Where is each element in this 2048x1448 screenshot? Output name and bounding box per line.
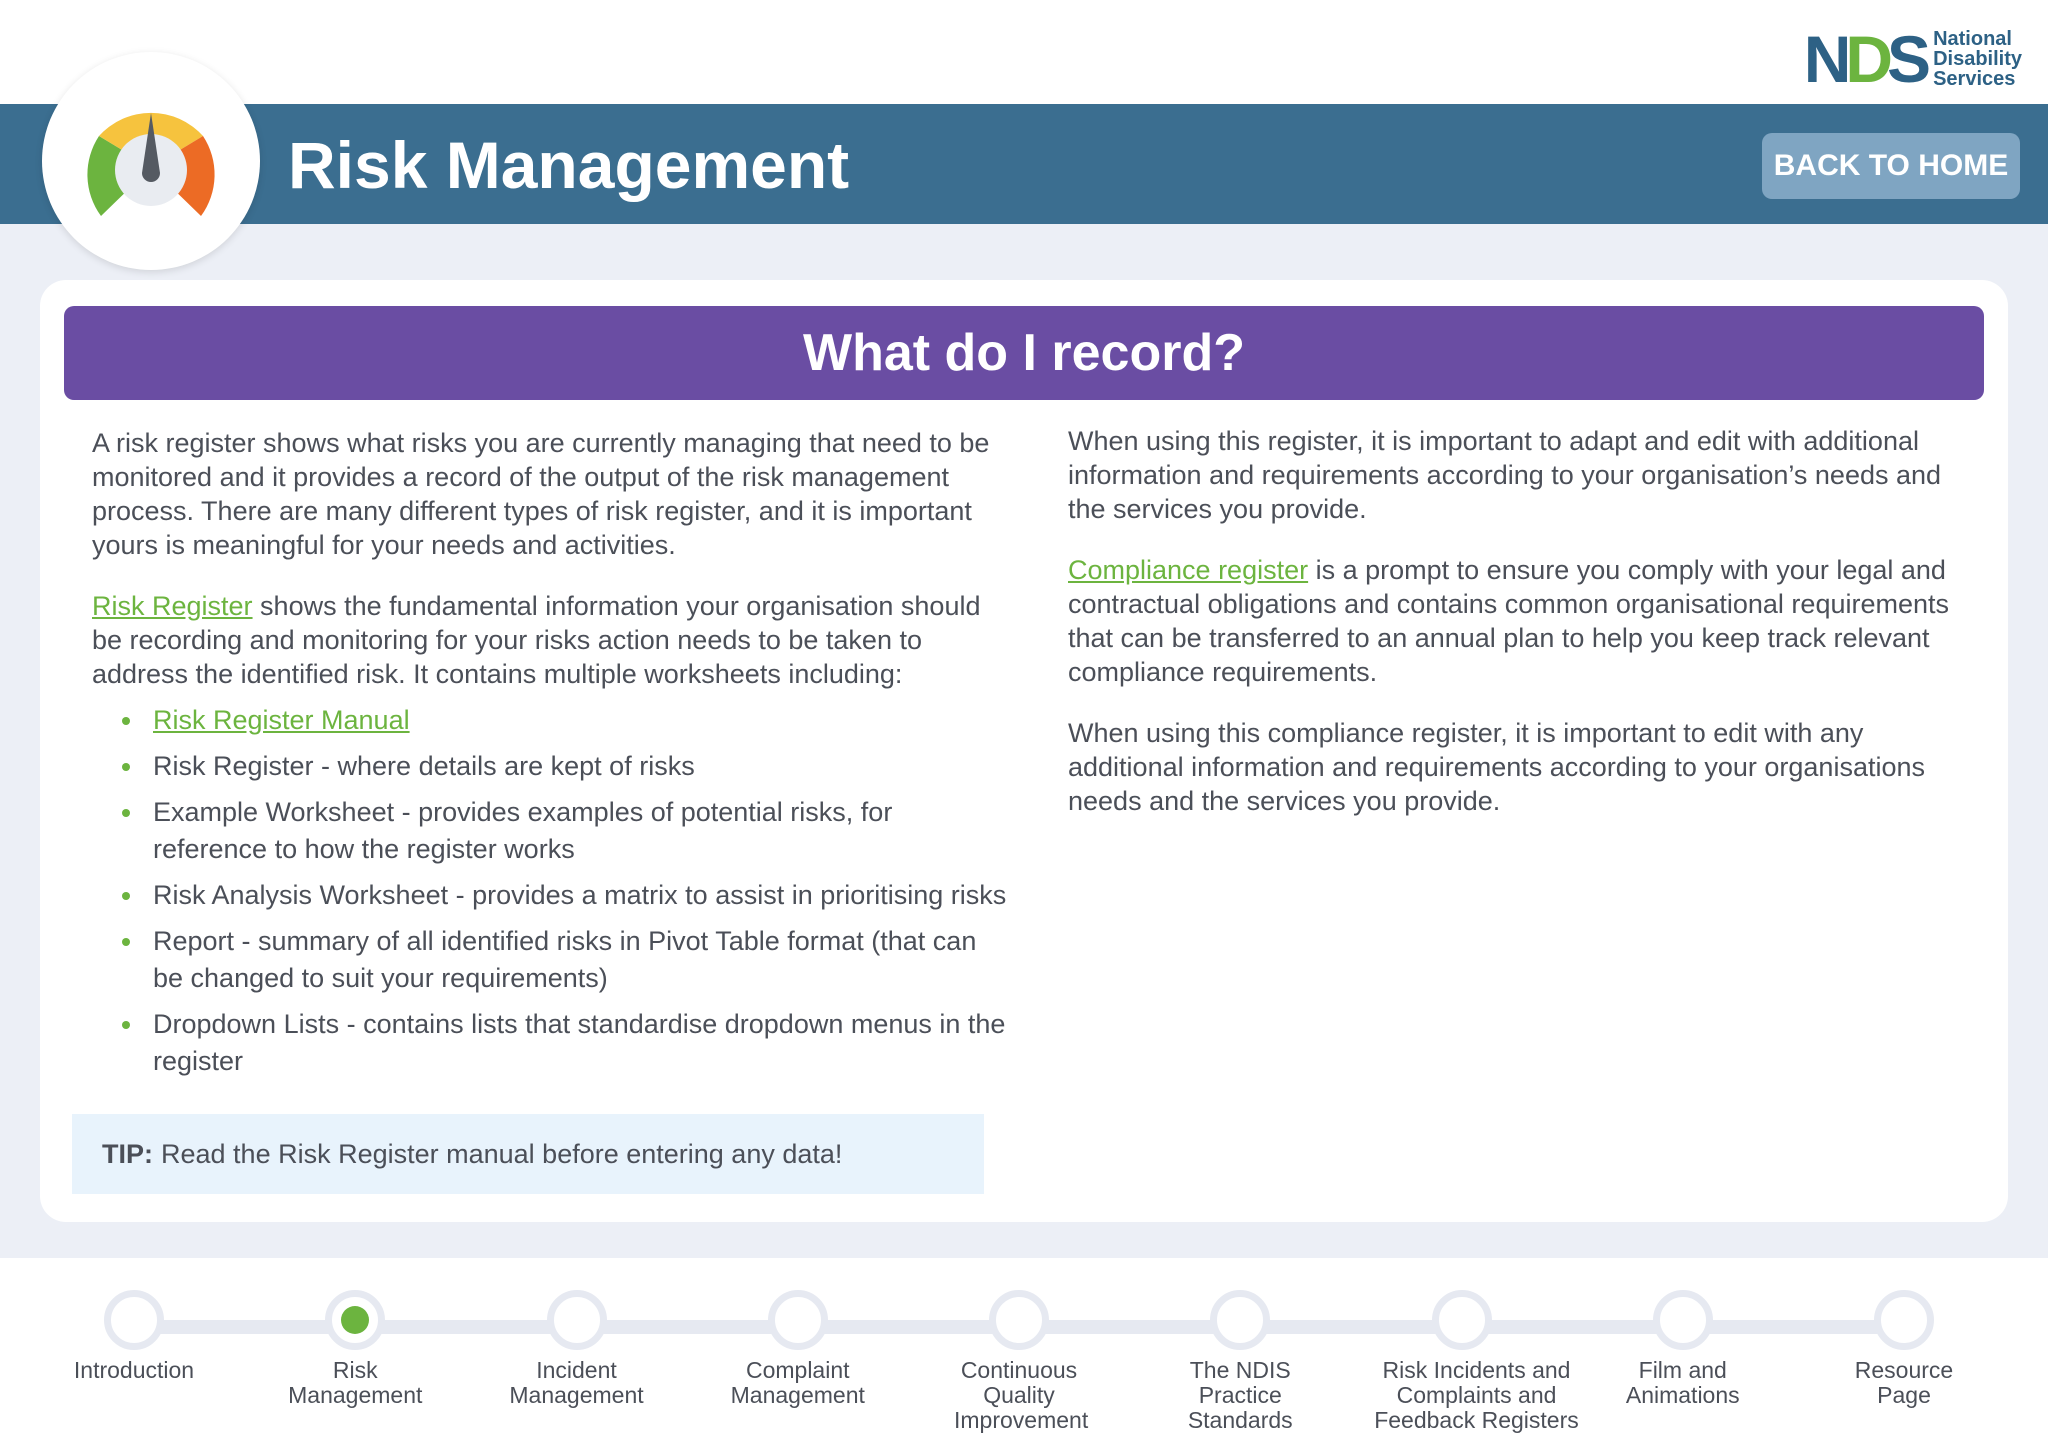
nav-step-incident-management[interactable] [477,1290,677,1408]
nav-step-introduction[interactable] [34,1290,234,1383]
compliance-paragraph [1068,553,1968,689]
list-item [153,702,1012,739]
nav-step-complaint-management[interactable] [698,1290,898,1408]
nds-logo[interactable] [1803,22,2022,96]
nav-step-continuous-quality-improvement[interactable] [919,1290,1119,1433]
step-label: Introduction [73,1357,195,1383]
bullet-dot [122,763,130,771]
nav-step-risk-management[interactable] [255,1290,455,1408]
gauge-badge [42,52,260,270]
bullet-dot [122,717,130,725]
step-label: Resource Page [1854,1357,1954,1408]
step-label: Risk Management [288,1357,423,1408]
nav-step-the-ndis-practice-standards[interactable] [1140,1290,1340,1433]
nav-step-film-and-animations[interactable] [1583,1290,1783,1408]
compliance-description: is a prompt to ensure you comply with your legal and contractual obligations and contains common organisational requirements that can be transferred to an annual plan to help you keep track relevant compliance requirements. [1068,555,1950,687]
list-item-text: Dropdown Lists - contains lists that standardise dropdown menus in the register [153,1009,1006,1076]
step-label: Continuous Quality Improvement [954,1357,1089,1433]
worksheet-list [153,702,1012,1080]
intro-paragraph: A risk register shows what risks you are currently managing that need to be monitored and it provides a record of the output of the risk management process. There are many different types of risk register, and it is important yours is meaningful for your needs and activities. [92,428,990,560]
risk-register-link[interactable]: Risk Register [92,591,253,621]
logo-line-disability: Disability [1933,48,2022,70]
list-item [153,748,1012,785]
speedometer-gauge-icon [71,81,231,241]
logo-line-services: Services [1933,68,2016,90]
list-item [153,923,1012,997]
right-column [1068,424,1968,845]
risk-register-manual-link[interactable]: Risk Register Manual [153,705,410,735]
left-column [92,426,1012,1089]
bottom-progress-nav [0,1258,2048,1448]
compliance-edit-paragraph: When using this compliance register, it is important to edit with any additional information and requirements according to your organisations needs and the services you provide. [1068,718,1925,816]
bullet-dot [122,938,130,946]
list-item [153,794,1012,868]
step-label: Complaint Management [730,1357,865,1408]
list-item-text: Example Worksheet - provides examples of potential risks, for reference to how the register works [153,797,893,864]
step-label: Film and Animations [1625,1357,1740,1408]
step-label: Incident Management [509,1357,644,1408]
step-circle[interactable] [989,1290,1049,1350]
step-circle[interactable] [1432,1290,1492,1350]
bullet-dot [122,892,130,900]
active-step-circle[interactable] [325,1290,385,1350]
risk-register-paragraph [92,589,1012,691]
step-label: Risk Incidents and Complaints and Feedback Registers [1374,1357,1579,1433]
section-heading: What do I record? [64,306,1984,400]
step-circle[interactable] [1210,1290,1270,1350]
nav-step-resource-page[interactable] [1804,1290,2004,1408]
step-circle[interactable] [104,1290,164,1350]
step-circle[interactable] [1874,1290,1934,1350]
active-step-dot [341,1306,369,1334]
tip-box [72,1114,984,1194]
tip-label: TIP: [102,1138,153,1169]
tip-text: Read the Risk Register manual before entering any data! [161,1138,843,1169]
risk-register-description: shows the fundamental information your organisation should be recording and monitoring for your risks action needs to be taken to address the identified risk. It contains multiple worksheets including: [92,591,981,689]
adapt-paragraph: When using this register, it is important to adapt and edit with additional information and requirements according to your organisation’s needs and the services you provide. [1068,426,1942,524]
step-label: The NDIS Practice Standards [1187,1357,1293,1433]
compliance-register-link[interactable]: Compliance register [1068,555,1309,585]
bullet-dot [122,809,130,817]
step-circle[interactable] [547,1290,607,1350]
bullet-dot [122,1021,130,1029]
nds-logo-mark: NDS [1803,22,1926,96]
page-title: Risk Management [288,128,850,202]
nds-logo-text [1933,29,2022,89]
list-item-text: Risk Analysis Worksheet - provides a matrix to assist in prioritising risks [153,880,1007,910]
list-item [153,877,1012,914]
step-circle[interactable] [768,1290,828,1350]
step-circle[interactable] [1653,1290,1713,1350]
list-item-text: Report - summary of all identified risks in Pivot Table format (that can be changed to suit your requirements) [153,926,977,993]
back-to-home-button[interactable]: BACK TO HOME [1762,133,2020,199]
nav-step-risk-incidents-and-complaints-and-feedback-registers[interactable] [1362,1290,1579,1433]
list-item-text: Risk Register - where details are kept of risks [153,751,695,781]
top-bar [0,0,2048,104]
list-item [153,1006,1012,1080]
logo-line-national: National [1933,28,2012,50]
